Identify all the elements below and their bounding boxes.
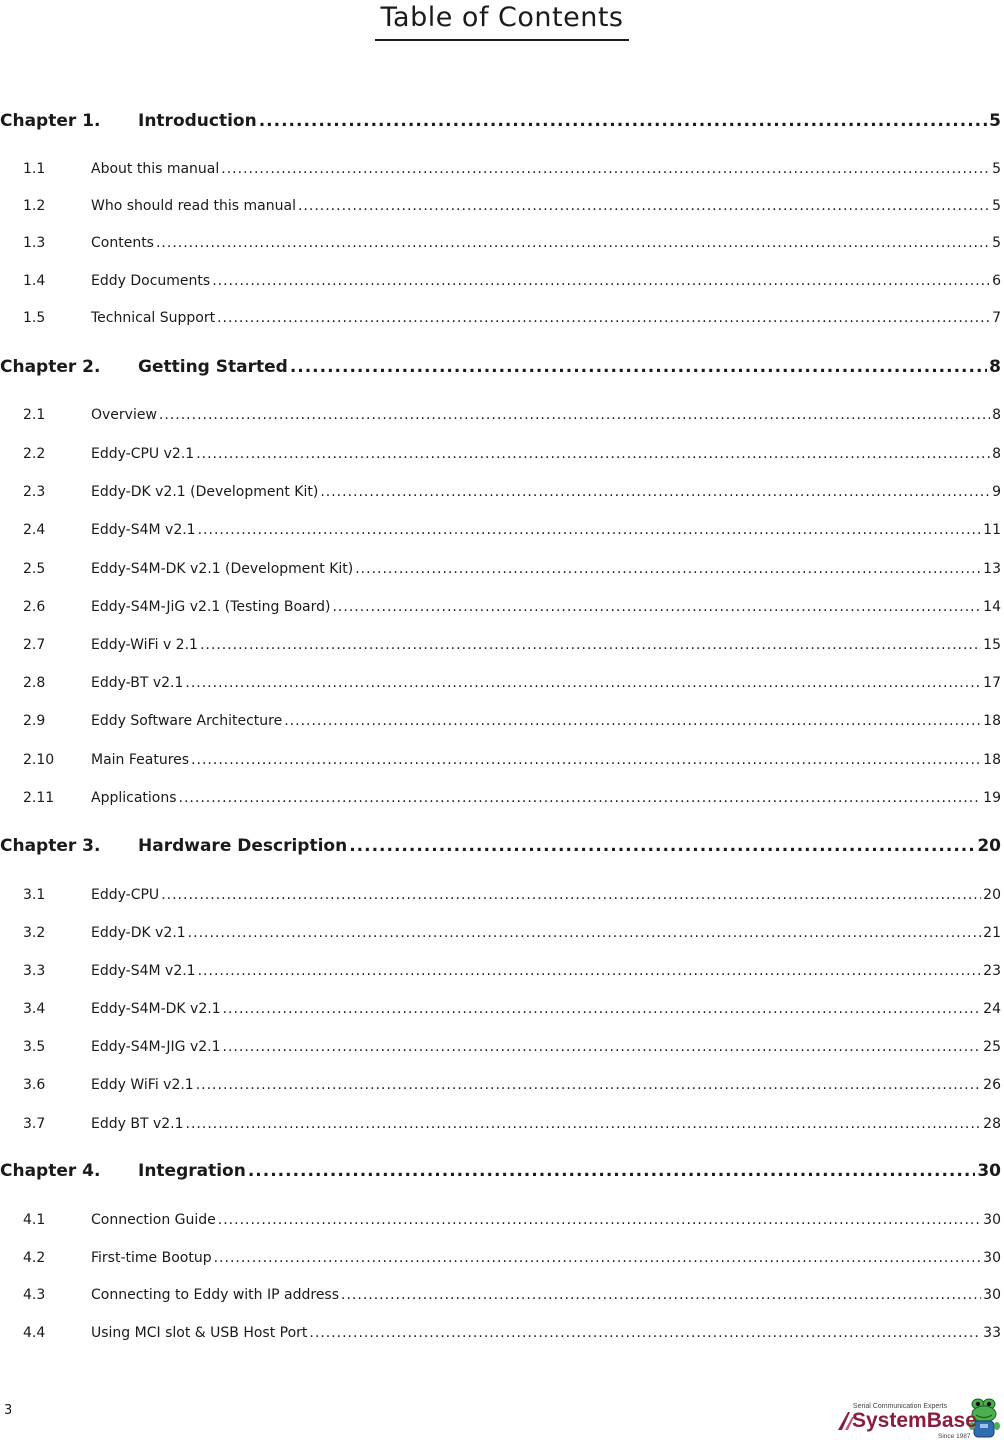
page-ref: 5 <box>992 235 1001 251</box>
section-number: 2.11 <box>23 790 55 806</box>
section-title: Eddy-S4M-DK v2.1 (Development Kit) <box>91 561 354 577</box>
section-number: 4.1 <box>23 1212 46 1228</box>
section-title: Eddy-CPU <box>91 887 160 903</box>
section-title: Eddy-DK v2.1 <box>91 925 186 941</box>
section-title: Main Features <box>91 752 190 768</box>
dot-leader <box>191 752 981 768</box>
toc-section-row[interactable] <box>0 1116 1001 1132</box>
toc-section-row[interactable] <box>0 925 1001 941</box>
section-number: 3.3 <box>23 963 46 979</box>
dot-leader <box>214 1250 982 1266</box>
dot-leader <box>212 273 990 289</box>
dot-leader <box>186 1116 982 1132</box>
chapter-title: Hardware Description <box>138 836 348 856</box>
section-number: 1.1 <box>23 161 46 177</box>
dot-leader <box>179 790 982 806</box>
toc-section-row[interactable] <box>0 1212 1001 1228</box>
page-ref: 5 <box>992 161 1001 177</box>
chapter-number: Chapter 1. <box>0 111 101 131</box>
dot-leader <box>196 446 990 462</box>
page-ref: 20 <box>977 836 1001 856</box>
toc-section-row[interactable] <box>0 1250 1001 1266</box>
page-ref: 6 <box>992 273 1001 289</box>
dot-leader <box>248 1161 975 1181</box>
section-title: Eddy-S4M-DK v2.1 <box>91 1001 221 1017</box>
section-number: 2.3 <box>23 484 46 500</box>
dot-leader <box>298 198 990 214</box>
page-ref: 19 <box>983 790 1001 806</box>
toc-section-row[interactable] <box>0 1287 1001 1303</box>
toc-section-row[interactable] <box>0 407 1001 423</box>
section-number: 1.5 <box>23 310 46 326</box>
chapter-number: Chapter 3. <box>0 836 101 856</box>
section-number: 4.2 <box>23 1250 46 1266</box>
page-ref: 8 <box>992 446 1001 462</box>
section-number: 2.2 <box>23 446 46 462</box>
section-number: 2.4 <box>23 522 46 538</box>
section-title: Using MCI slot & USB Host Port <box>91 1325 308 1341</box>
dot-leader <box>320 484 990 500</box>
section-title: Eddy-CPU v2.1 <box>91 446 195 462</box>
dot-leader <box>221 161 990 177</box>
toc-section-row[interactable] <box>0 161 1001 177</box>
toc-section-row[interactable] <box>0 713 1001 729</box>
page-ref: 30 <box>983 1212 1001 1228</box>
section-number: 1.3 <box>23 235 46 251</box>
page-ref: 30 <box>983 1250 1001 1266</box>
section-number: 1.2 <box>23 198 46 214</box>
toc-section-row[interactable] <box>0 637 1001 653</box>
section-title: Eddy WiFi v2.1 <box>91 1077 194 1093</box>
page-ref: 8 <box>989 357 1001 377</box>
chapter-title: Getting Started <box>138 357 288 377</box>
page-number: 3 <box>4 1403 13 1418</box>
section-title: Eddy-S4M v2.1 <box>91 963 196 979</box>
section-title: Eddy Documents <box>91 273 211 289</box>
page-ref: 30 <box>983 1287 1001 1303</box>
logo-since: Since 1987 <box>938 1433 971 1440</box>
page-ref: 14 <box>983 599 1001 615</box>
section-number: 2.10 <box>23 752 55 768</box>
page-ref: 5 <box>989 111 1001 131</box>
dot-leader <box>341 1287 981 1303</box>
toc-section-row[interactable] <box>0 1001 1001 1017</box>
section-title: Eddy-S4M-JIG v2.1 <box>91 1039 221 1055</box>
dot-leader <box>198 963 982 979</box>
page-ref: 21 <box>983 925 1001 941</box>
toc-section-row[interactable] <box>0 790 1001 806</box>
dot-leader <box>198 522 982 538</box>
section-title: Contents <box>91 235 154 251</box>
toc-chapter-row[interactable] <box>0 111 1001 131</box>
dot-leader <box>284 713 981 729</box>
chapter-title: Integration <box>138 1161 246 1181</box>
dot-leader <box>217 310 990 326</box>
dot-leader <box>200 637 981 653</box>
chapter-number: Chapter 4. <box>0 1161 101 1181</box>
page-title: Table of Contents <box>375 2 630 41</box>
dot-leader <box>223 1039 982 1055</box>
page-ref: 18 <box>983 713 1001 729</box>
section-number: 2.7 <box>23 637 46 653</box>
toc-section-row[interactable] <box>0 484 1001 500</box>
section-number: 1.4 <box>23 273 46 289</box>
section-title: Connecting to Eddy with IP address <box>91 1287 340 1303</box>
toc-section-row[interactable] <box>0 198 1001 214</box>
section-title: Connection Guide <box>91 1212 216 1228</box>
dot-leader <box>309 1325 981 1341</box>
section-title: Eddy-S4M-JiG v2.1 (Testing Board) <box>91 599 331 615</box>
section-title: Eddy-BT v2.1 <box>91 675 184 691</box>
toc-section-row[interactable] <box>0 446 1001 462</box>
section-title: Applications <box>91 790 177 806</box>
page-ref: 23 <box>983 963 1001 979</box>
dot-leader <box>349 836 975 856</box>
toc-section-row[interactable] <box>0 752 1001 768</box>
toc-section-row[interactable] <box>0 599 1001 615</box>
dot-leader <box>218 1212 981 1228</box>
page-ref: 7 <box>992 310 1001 326</box>
section-title: Who should read this manual <box>91 198 296 214</box>
page-ref: 18 <box>983 752 1001 768</box>
toc-chapter-row[interactable] <box>0 1161 1001 1181</box>
logo-tagline: Serial Communication Experts <box>852 1403 948 1410</box>
section-number: 2.5 <box>23 561 46 577</box>
page-ref: 17 <box>983 675 1001 691</box>
page-ref: 9 <box>992 484 1001 500</box>
toc-section-row[interactable] <box>0 963 1001 979</box>
section-number: 4.3 <box>23 1287 46 1303</box>
page-ref: 25 <box>983 1039 1001 1055</box>
toc-section-row[interactable] <box>0 887 1001 903</box>
toc-section-row[interactable] <box>0 522 1001 538</box>
dot-leader <box>223 1001 982 1017</box>
page-ref: 5 <box>992 198 1001 214</box>
section-title: Eddy-DK v2.1 (Development Kit) <box>91 484 319 500</box>
dot-leader <box>290 357 987 377</box>
page-ref: 33 <box>983 1325 1001 1341</box>
section-number: 2.6 <box>23 599 46 615</box>
section-number: 3.5 <box>23 1039 46 1055</box>
section-number: 3.7 <box>23 1116 46 1132</box>
chapter-title: Introduction <box>138 111 257 131</box>
toc-chapter-row[interactable] <box>0 357 1001 377</box>
toc-section-row[interactable] <box>0 1325 1001 1341</box>
toc-section-row[interactable] <box>0 273 1001 289</box>
section-title: About this manual <box>91 161 220 177</box>
dot-leader <box>161 887 981 903</box>
page-ref: 20 <box>983 887 1001 903</box>
dot-leader <box>259 111 987 131</box>
toc-section-row[interactable] <box>0 310 1001 326</box>
section-number: 4.4 <box>23 1325 46 1341</box>
systembase-logo <box>836 1396 1004 1440</box>
dot-leader <box>196 1077 981 1093</box>
toc-section-row[interactable] <box>0 675 1001 691</box>
page-ref: 13 <box>983 561 1001 577</box>
section-title: Eddy-WiFi v 2.1 <box>91 637 198 653</box>
section-number: 2.8 <box>23 675 46 691</box>
section-number: 3.6 <box>23 1077 46 1093</box>
section-title: Eddy BT v2.1 <box>91 1116 184 1132</box>
dot-leader <box>355 561 981 577</box>
section-number: 3.1 <box>23 887 46 903</box>
toc-section-row[interactable] <box>0 561 1001 577</box>
page-ref: 28 <box>983 1116 1001 1132</box>
section-number: 2.9 <box>23 713 46 729</box>
dot-leader <box>188 925 982 941</box>
section-title: Technical Support <box>91 310 216 326</box>
section-title: Eddy-S4M v2.1 <box>91 522 196 538</box>
chapter-number: Chapter 2. <box>0 357 101 377</box>
dot-leader <box>185 675 981 691</box>
page-ref: 26 <box>983 1077 1001 1093</box>
dot-leader <box>159 407 990 423</box>
section-title: First-time Bootup <box>91 1250 212 1266</box>
page-ref: 24 <box>983 1001 1001 1017</box>
section-title: Eddy Software Architecture <box>91 713 283 729</box>
logo-brand: SystemBase <box>852 1409 977 1432</box>
toc-section-row[interactable] <box>0 1039 1001 1055</box>
section-title: Overview <box>91 407 157 423</box>
section-number: 3.2 <box>23 925 46 941</box>
section-number: 2.1 <box>23 407 46 423</box>
title-block <box>0 0 1004 41</box>
toc-section-row[interactable] <box>0 1077 1001 1093</box>
dot-leader <box>332 599 981 615</box>
toc-chapter-row[interactable] <box>0 836 1001 856</box>
page-ref: 8 <box>992 407 1001 423</box>
page-ref: 15 <box>983 637 1001 653</box>
toc-section-row[interactable] <box>0 235 1001 251</box>
page-ref: 30 <box>977 1161 1001 1181</box>
section-number: 3.4 <box>23 1001 46 1017</box>
page-ref: 11 <box>983 522 1001 538</box>
dot-leader <box>156 235 990 251</box>
